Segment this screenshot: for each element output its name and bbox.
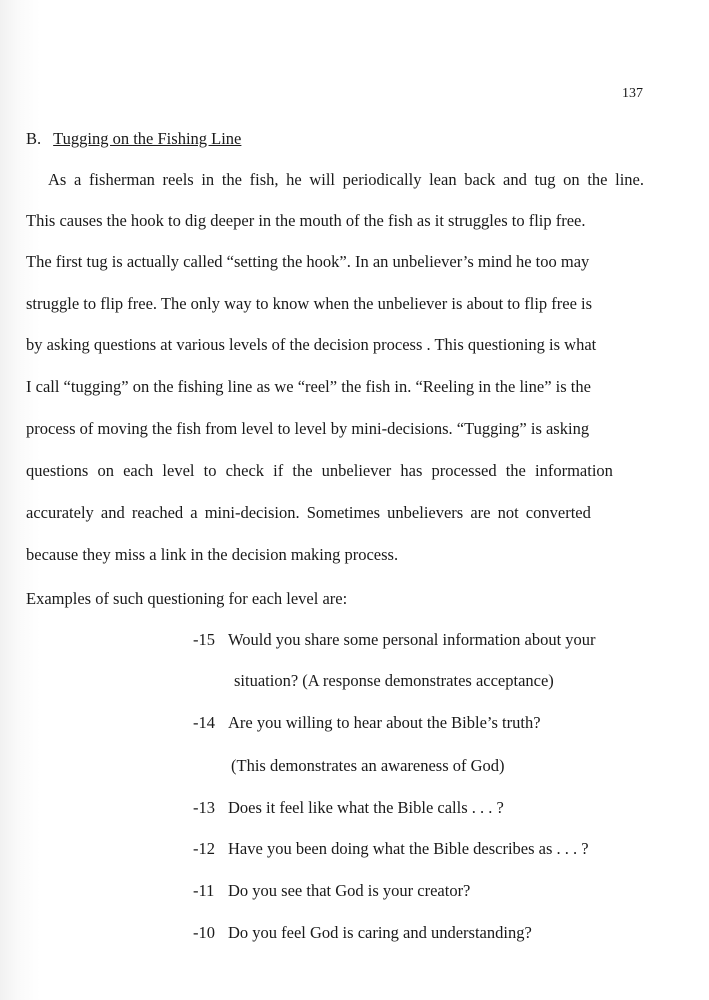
- question-text: Do you feel God is caring and understanding?: [228, 923, 532, 942]
- paragraph-line: because they miss a link in the decision making process.: [26, 545, 399, 564]
- question-number: -15: [193, 630, 215, 649]
- question-number: -11: [193, 881, 215, 900]
- paragraph-line: I call “tugging” on the fishing line as we “reel” the fish in. “Reeling in the line” is the: [26, 377, 591, 396]
- question-number: -12: [193, 839, 215, 858]
- question-number: -10: [193, 923, 215, 942]
- paragraph-line: process of moving the fish from level to level by mini-decisions. “Tugging” is asking: [26, 419, 590, 438]
- question-text: Are you willing to hear about the Bible’s truth?: [228, 713, 541, 732]
- question-text: Does it feel like what the Bible calls . . . ?: [228, 798, 504, 817]
- paragraph-line: This causes the hook to dig deeper in the mouth of the fish as it struggles to flip free.: [26, 211, 586, 230]
- section-letter: B.: [26, 129, 42, 148]
- question-text: Would you share some personal information about your: [228, 630, 596, 649]
- question-number: -13: [193, 798, 215, 817]
- question-text: Do you see that God is your creator?: [228, 881, 471, 900]
- paragraph-line: accurately and reached a mini-decision. Sometimes unbelievers are not converted: [26, 503, 591, 522]
- question-text: Have you been doing what the Bible describes as . . . ?: [228, 839, 589, 858]
- paragraph-line: questions on each level to check if the unbeliever has processed the information: [26, 461, 613, 480]
- paragraph-line: As a fisherman reels in the fish, he will periodically lean back and tug on the line.: [48, 170, 644, 189]
- paragraph-line: by asking questions at various levels of the decision process . This questioning is what: [26, 335, 597, 354]
- question-note: (This demonstrates an awareness of God): [231, 756, 505, 775]
- paragraph-line: struggle to flip free. The only way to know when the unbeliever is about to flip free is: [26, 294, 593, 313]
- section-heading: [26, 129, 646, 149]
- page-number: 137: [622, 86, 643, 101]
- question-number: -14: [193, 713, 215, 732]
- examples-intro: Examples of such questioning for each level are:: [26, 589, 348, 608]
- section-title: Tugging on the Fishing Line: [53, 129, 242, 148]
- paragraph-line: The first tug is actually called “setting the hook”. In an unbeliever’s mind he too may: [26, 252, 590, 271]
- question-note: situation? (A response demonstrates acceptance): [234, 671, 554, 690]
